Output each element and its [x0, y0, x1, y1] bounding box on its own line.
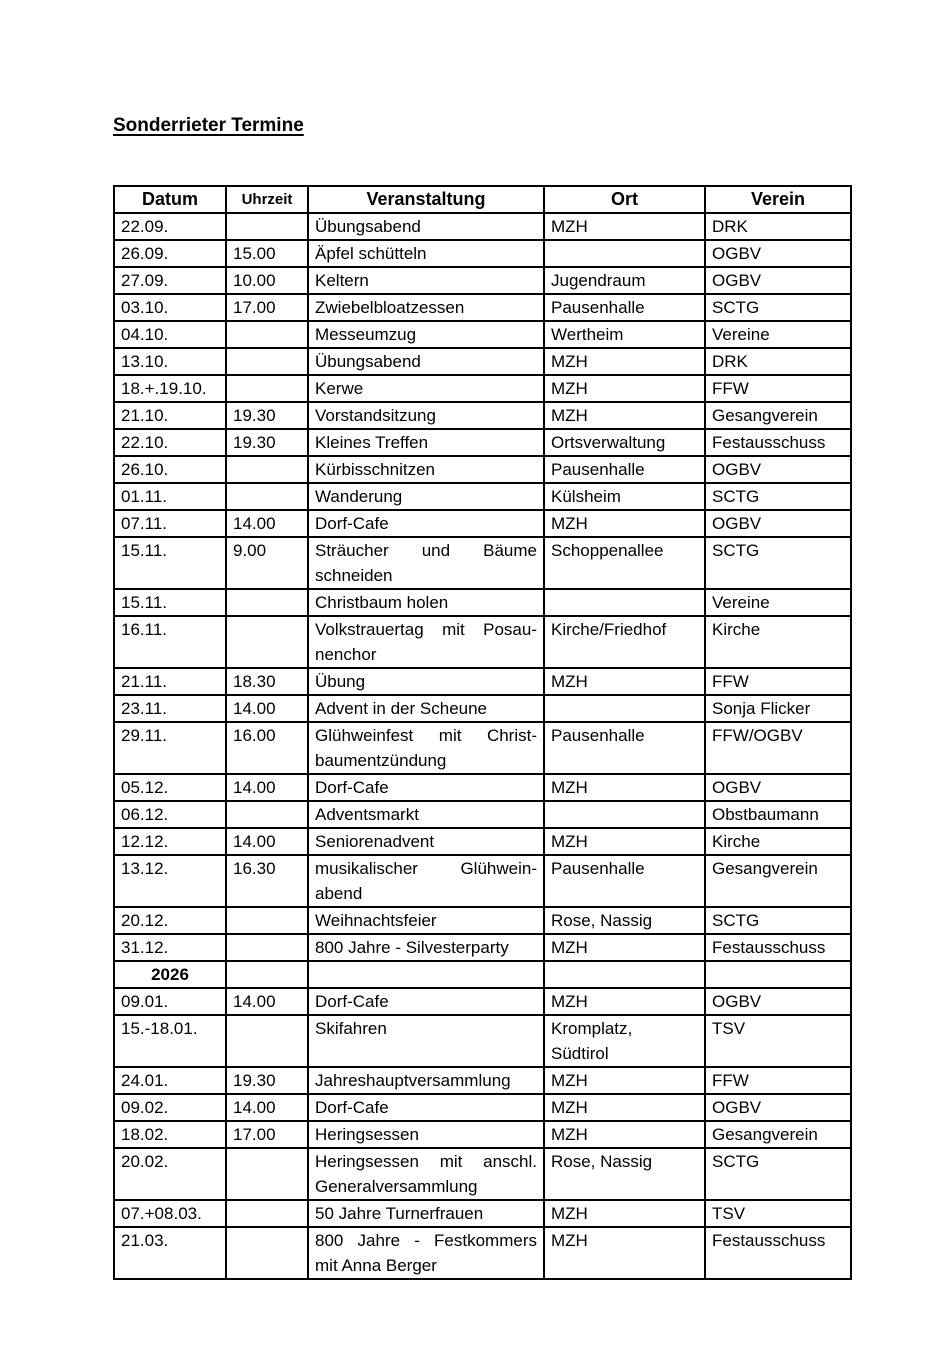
- cell-uhrzeit: [226, 961, 308, 988]
- cell-veranstaltung: [308, 456, 544, 483]
- cell-verein: SCTG: [705, 294, 851, 321]
- cell-ort: [544, 348, 705, 375]
- cell-verein: SCTG: [705, 907, 851, 934]
- cell-uhrzeit: [226, 375, 308, 402]
- cell-line: Weihnachtsfeier: [315, 911, 437, 930]
- cell-line: Christbaum holen: [315, 593, 449, 612]
- table-row: [114, 240, 851, 267]
- cell-line: Kürbisschnitzen: [315, 460, 436, 479]
- cell-ort: [544, 828, 705, 855]
- column-header-datum: Datum: [114, 186, 226, 213]
- cell-datum: 29.11.: [114, 722, 226, 774]
- table-row: [114, 907, 851, 934]
- cell-verein: OGBV: [705, 267, 851, 294]
- cell-verein: Gesangverein: [705, 1121, 851, 1148]
- cell-verein: TSV: [705, 1200, 851, 1227]
- cell-ort: [544, 695, 705, 722]
- cell-ort: [544, 375, 705, 402]
- table-row: [114, 722, 851, 774]
- cell-datum: 07.+08.03.: [114, 1200, 226, 1227]
- cell-datum: 04.10.: [114, 321, 226, 348]
- cell-uhrzeit: 17.00: [226, 294, 308, 321]
- cell-line: Pausenhalle: [551, 298, 645, 317]
- cell-datum: 16.11.: [114, 616, 226, 668]
- cell-ort: [544, 456, 705, 483]
- page-title: Sonderrieter Termine: [113, 115, 304, 136]
- cell-datum: 21.03.: [114, 1227, 226, 1279]
- table-row: [114, 1015, 851, 1067]
- cell-line: MZH: [551, 379, 588, 398]
- table-row: [114, 1200, 851, 1227]
- cell-uhrzeit: 14.00: [226, 695, 308, 722]
- cell-datum: 31.12.: [114, 934, 226, 961]
- cell-line: Pausenhalle: [551, 460, 645, 479]
- table-row: [114, 537, 851, 589]
- cell-datum: 21.10.: [114, 402, 226, 429]
- cell-datum: 15.11.: [114, 589, 226, 616]
- table-row: [114, 855, 851, 907]
- cell-verein: Festausschuss: [705, 934, 851, 961]
- cell-line: Sträucher und Bäume: [315, 541, 537, 560]
- cell-ort: [544, 429, 705, 456]
- cell-uhrzeit: [226, 483, 308, 510]
- cell-veranstaltung: [308, 907, 544, 934]
- cell-verein: OGBV: [705, 240, 851, 267]
- cell-verein: OGBV: [705, 988, 851, 1015]
- table-row: [114, 774, 851, 801]
- cell-verein: [705, 961, 851, 988]
- cell-verein: FFW/OGBV: [705, 722, 851, 774]
- cell-verein: Festausschuss: [705, 1227, 851, 1279]
- cell-line: schneiden: [315, 566, 393, 585]
- cell-veranstaltung: [308, 1148, 544, 1200]
- table-body: [114, 213, 851, 1279]
- cell-ort: [544, 267, 705, 294]
- cell-datum: 26.10.: [114, 456, 226, 483]
- cell-datum: 27.09.: [114, 267, 226, 294]
- cell-datum: 26.09.: [114, 240, 226, 267]
- cell-ort: [544, 934, 705, 961]
- table-row: [114, 429, 851, 456]
- cell-line: Generalversammlung: [315, 1177, 478, 1196]
- cell-uhrzeit: 9.00: [226, 537, 308, 589]
- cell-line: Seniorenadvent: [315, 832, 435, 851]
- table-row: [114, 1121, 851, 1148]
- table-row: [114, 668, 851, 695]
- cell-verein: OGBV: [705, 1094, 851, 1121]
- table-row: [114, 828, 851, 855]
- cell-veranstaltung: [308, 722, 544, 774]
- cell-line: Äpfel schütteln: [315, 244, 427, 263]
- cell-verein: DRK: [705, 213, 851, 240]
- cell-line: Kleines Treffen: [315, 433, 429, 452]
- cell-datum: 2026: [114, 961, 226, 988]
- table-row: [114, 1067, 851, 1094]
- cell-datum: 22.10.: [114, 429, 226, 456]
- cell-ort: [544, 240, 705, 267]
- cell-line: baumentzündung: [315, 751, 447, 770]
- cell-datum: 24.01.: [114, 1067, 226, 1094]
- cell-ort: [544, 722, 705, 774]
- cell-veranstaltung: [308, 537, 544, 589]
- table-row: [114, 589, 851, 616]
- cell-line: Südtirol: [551, 1044, 609, 1063]
- cell-line: Wertheim: [551, 325, 624, 344]
- cell-uhrzeit: [226, 213, 308, 240]
- cell-ort: [544, 483, 705, 510]
- cell-line: Keltern: [315, 271, 369, 290]
- cell-uhrzeit: 15.00: [226, 240, 308, 267]
- cell-ort: [544, 402, 705, 429]
- cell-ort: [544, 321, 705, 348]
- cell-ort: [544, 294, 705, 321]
- cell-uhrzeit: 19.30: [226, 429, 308, 456]
- cell-ort: [544, 213, 705, 240]
- table-row: [114, 1148, 851, 1200]
- cell-datum: 03.10.: [114, 294, 226, 321]
- cell-veranstaltung: [308, 934, 544, 961]
- cell-veranstaltung: [308, 1015, 544, 1067]
- cell-verein: Kirche: [705, 616, 851, 668]
- cell-uhrzeit: [226, 1015, 308, 1067]
- cell-verein: SCTG: [705, 483, 851, 510]
- cell-line: MZH: [551, 1125, 588, 1144]
- cell-line: MZH: [551, 1204, 588, 1223]
- cell-line: Vorstandsitzung: [315, 406, 436, 425]
- cell-verein: SCTG: [705, 537, 851, 589]
- cell-veranstaltung: [308, 1121, 544, 1148]
- cell-ort: [544, 774, 705, 801]
- cell-verein: SCTG: [705, 1148, 851, 1200]
- cell-line: MZH: [551, 832, 588, 851]
- table-row: [114, 695, 851, 722]
- cell-uhrzeit: 18.30: [226, 668, 308, 695]
- cell-line: Heringsessen: [315, 1125, 419, 1144]
- cell-veranstaltung: [308, 668, 544, 695]
- table-row: [114, 267, 851, 294]
- cell-datum: 20.02.: [114, 1148, 226, 1200]
- table-row: [114, 402, 851, 429]
- cell-uhrzeit: [226, 801, 308, 828]
- cell-ort: [544, 537, 705, 589]
- cell-veranstaltung: [308, 616, 544, 668]
- table-row: [114, 456, 851, 483]
- cell-verein: Obstbaumann: [705, 801, 851, 828]
- cell-veranstaltung: [308, 402, 544, 429]
- column-header-ort: Ort: [544, 186, 705, 213]
- cell-veranstaltung: [308, 961, 544, 988]
- cell-veranstaltung: [308, 294, 544, 321]
- cell-line: nenchor: [315, 645, 377, 664]
- cell-verein: DRK: [705, 348, 851, 375]
- cell-veranstaltung: [308, 1094, 544, 1121]
- cell-line: Übung: [315, 672, 366, 691]
- cell-ort: [544, 1148, 705, 1200]
- cell-line: Dorf-Cafe: [315, 1098, 389, 1117]
- table-row: [114, 483, 851, 510]
- cell-veranstaltung: [308, 828, 544, 855]
- cell-line: Kirche/Friedhof: [551, 620, 667, 639]
- cell-ort: [544, 988, 705, 1015]
- cell-veranstaltung: [308, 988, 544, 1015]
- cell-uhrzeit: 14.00: [226, 828, 308, 855]
- cell-line: Messeumzug: [315, 325, 417, 344]
- cell-ort: [544, 510, 705, 537]
- cell-verein: Gesangverein: [705, 402, 851, 429]
- cell-datum: 15.11.: [114, 537, 226, 589]
- cell-veranstaltung: [308, 267, 544, 294]
- cell-ort: [544, 801, 705, 828]
- cell-uhrzeit: 10.00: [226, 267, 308, 294]
- cell-line: MZH: [551, 1071, 588, 1090]
- table-header-row: [114, 186, 851, 213]
- cell-line: 800 Jahre - Festkommers: [315, 1231, 537, 1250]
- cell-datum: 21.11.: [114, 668, 226, 695]
- cell-ort: [544, 855, 705, 907]
- cell-datum: 15.-18.01.: [114, 1015, 226, 1067]
- cell-veranstaltung: [308, 855, 544, 907]
- column-header-veranstaltung: Veranstaltung: [308, 186, 544, 213]
- cell-datum: 22.09.: [114, 213, 226, 240]
- cell-line: MZH: [551, 514, 588, 533]
- cell-uhrzeit: 14.00: [226, 774, 308, 801]
- cell-line: MZH: [551, 992, 588, 1011]
- cell-line: Pausenhalle: [551, 859, 645, 878]
- cell-line: Pausenhalle: [551, 726, 645, 745]
- cell-line: Kromplatz,: [551, 1019, 633, 1038]
- cell-veranstaltung: [308, 1200, 544, 1227]
- cell-line: MZH: [551, 1098, 588, 1117]
- cell-line: Dorf-Cafe: [315, 992, 389, 1011]
- cell-line: Schoppenallee: [551, 541, 664, 560]
- cell-ort: [544, 1015, 705, 1067]
- cell-uhrzeit: [226, 934, 308, 961]
- cell-datum: 18.+.19.10.: [114, 375, 226, 402]
- cell-verein: OGBV: [705, 510, 851, 537]
- cell-line: MZH: [551, 352, 588, 371]
- cell-line: Ortsverwaltung: [551, 433, 666, 452]
- cell-line: 50 Jahre Turnerfrauen: [315, 1204, 484, 1223]
- table-row: [114, 801, 851, 828]
- cell-uhrzeit: 19.30: [226, 1067, 308, 1094]
- table-row: [114, 213, 851, 240]
- cell-veranstaltung: [308, 774, 544, 801]
- cell-veranstaltung: [308, 695, 544, 722]
- cell-line: Übungsabend: [315, 352, 421, 371]
- cell-uhrzeit: [226, 456, 308, 483]
- cell-veranstaltung: [308, 213, 544, 240]
- cell-uhrzeit: 14.00: [226, 1094, 308, 1121]
- cell-verein: FFW: [705, 375, 851, 402]
- cell-verein: Gesangverein: [705, 855, 851, 907]
- cell-line: MZH: [551, 217, 588, 236]
- cell-veranstaltung: [308, 375, 544, 402]
- cell-uhrzeit: [226, 1227, 308, 1279]
- cell-datum: 13.10.: [114, 348, 226, 375]
- cell-verein: Sonja Flicker: [705, 695, 851, 722]
- cell-verein: OGBV: [705, 774, 851, 801]
- cell-uhrzeit: 19.30: [226, 402, 308, 429]
- cell-datum: 06.12.: [114, 801, 226, 828]
- cell-datum: 01.11.: [114, 483, 226, 510]
- table-row: [114, 1227, 851, 1279]
- cell-ort: [544, 1200, 705, 1227]
- cell-line: Wanderung: [315, 487, 403, 506]
- cell-line: Adventsmarkt: [315, 805, 419, 824]
- cell-ort: [544, 616, 705, 668]
- cell-line: Rose, Nassig: [551, 1152, 653, 1171]
- cell-ort: [544, 961, 705, 988]
- cell-line: Dorf-Cafe: [315, 778, 389, 797]
- cell-datum: 05.12.: [114, 774, 226, 801]
- cell-line: Heringsessen mit anschl.: [315, 1152, 537, 1171]
- cell-verein: Vereine: [705, 589, 851, 616]
- cell-uhrzeit: [226, 907, 308, 934]
- cell-datum: 18.02.: [114, 1121, 226, 1148]
- cell-ort: [544, 1067, 705, 1094]
- table-row: [114, 1094, 851, 1121]
- cell-uhrzeit: [226, 321, 308, 348]
- cell-ort: [544, 1094, 705, 1121]
- cell-datum: 07.11.: [114, 510, 226, 537]
- cell-veranstaltung: [308, 321, 544, 348]
- cell-uhrzeit: [226, 589, 308, 616]
- cell-line: MZH: [551, 406, 588, 425]
- cell-ort: [544, 907, 705, 934]
- cell-datum: 09.02.: [114, 1094, 226, 1121]
- table-row: [114, 375, 851, 402]
- table-row: [114, 961, 851, 988]
- cell-uhrzeit: 16.00: [226, 722, 308, 774]
- cell-line: Jugendraum: [551, 271, 646, 290]
- cell-uhrzeit: 16.30: [226, 855, 308, 907]
- cell-line: MZH: [551, 672, 588, 691]
- cell-veranstaltung: [308, 1067, 544, 1094]
- cell-line: abend: [315, 884, 363, 903]
- cell-datum: 20.12.: [114, 907, 226, 934]
- cell-veranstaltung: [308, 589, 544, 616]
- cell-line: mit Anna Berger: [315, 1256, 437, 1275]
- cell-datum: 23.11.: [114, 695, 226, 722]
- table-row: [114, 934, 851, 961]
- cell-line: 800 Jahre - Silvesterparty: [315, 938, 509, 957]
- cell-line: MZH: [551, 778, 588, 797]
- cell-veranstaltung: [308, 510, 544, 537]
- termine-table: [113, 185, 852, 1280]
- cell-verein: TSV: [705, 1015, 851, 1067]
- table-row: [114, 321, 851, 348]
- cell-line: Glühweinfest mit Christ-: [315, 726, 537, 745]
- column-header-verein: Verein: [705, 186, 851, 213]
- cell-uhrzeit: 14.00: [226, 510, 308, 537]
- cell-verein: FFW: [705, 1067, 851, 1094]
- cell-verein: Vereine: [705, 321, 851, 348]
- cell-veranstaltung: [308, 348, 544, 375]
- table-row: [114, 348, 851, 375]
- cell-line: MZH: [551, 1231, 588, 1250]
- cell-line: Rose, Nassig: [551, 911, 653, 930]
- cell-ort: [544, 589, 705, 616]
- cell-verein: Festausschuss: [705, 429, 851, 456]
- cell-line: Jahreshauptversammlung: [315, 1071, 511, 1090]
- cell-datum: 12.12.: [114, 828, 226, 855]
- cell-verein: Kirche: [705, 828, 851, 855]
- cell-line: Kerwe: [315, 379, 364, 398]
- cell-line: Dorf-Cafe: [315, 514, 389, 533]
- cell-line: Advent in der Scheune: [315, 699, 488, 718]
- table-row: [114, 616, 851, 668]
- cell-line: Übungsabend: [315, 217, 421, 236]
- cell-veranstaltung: [308, 1227, 544, 1279]
- table-row: [114, 294, 851, 321]
- cell-line: musikalischer Glühwein-: [315, 859, 537, 878]
- cell-veranstaltung: [308, 429, 544, 456]
- cell-uhrzeit: [226, 1148, 308, 1200]
- cell-uhrzeit: 14.00: [226, 988, 308, 1015]
- cell-uhrzeit: [226, 348, 308, 375]
- table-row: [114, 988, 851, 1015]
- cell-verein: FFW: [705, 668, 851, 695]
- table-row: [114, 510, 851, 537]
- cell-ort: [544, 1121, 705, 1148]
- cell-datum: 13.12.: [114, 855, 226, 907]
- cell-ort: [544, 1227, 705, 1279]
- cell-ort: [544, 668, 705, 695]
- cell-uhrzeit: [226, 616, 308, 668]
- cell-line: Volkstrauertag mit Posau-: [315, 620, 537, 639]
- cell-line: MZH: [551, 938, 588, 957]
- cell-veranstaltung: [308, 801, 544, 828]
- cell-uhrzeit: [226, 1200, 308, 1227]
- cell-line: Skifahren: [315, 1019, 387, 1038]
- cell-line: Külsheim: [551, 487, 621, 506]
- cell-uhrzeit: 17.00: [226, 1121, 308, 1148]
- column-header-uhrzeit: Uhrzeit: [226, 186, 308, 213]
- cell-line: Zwiebelbloatzessen: [315, 298, 465, 317]
- cell-datum: 09.01.: [114, 988, 226, 1015]
- cell-verein: OGBV: [705, 456, 851, 483]
- cell-veranstaltung: [308, 483, 544, 510]
- cell-veranstaltung: [308, 240, 544, 267]
